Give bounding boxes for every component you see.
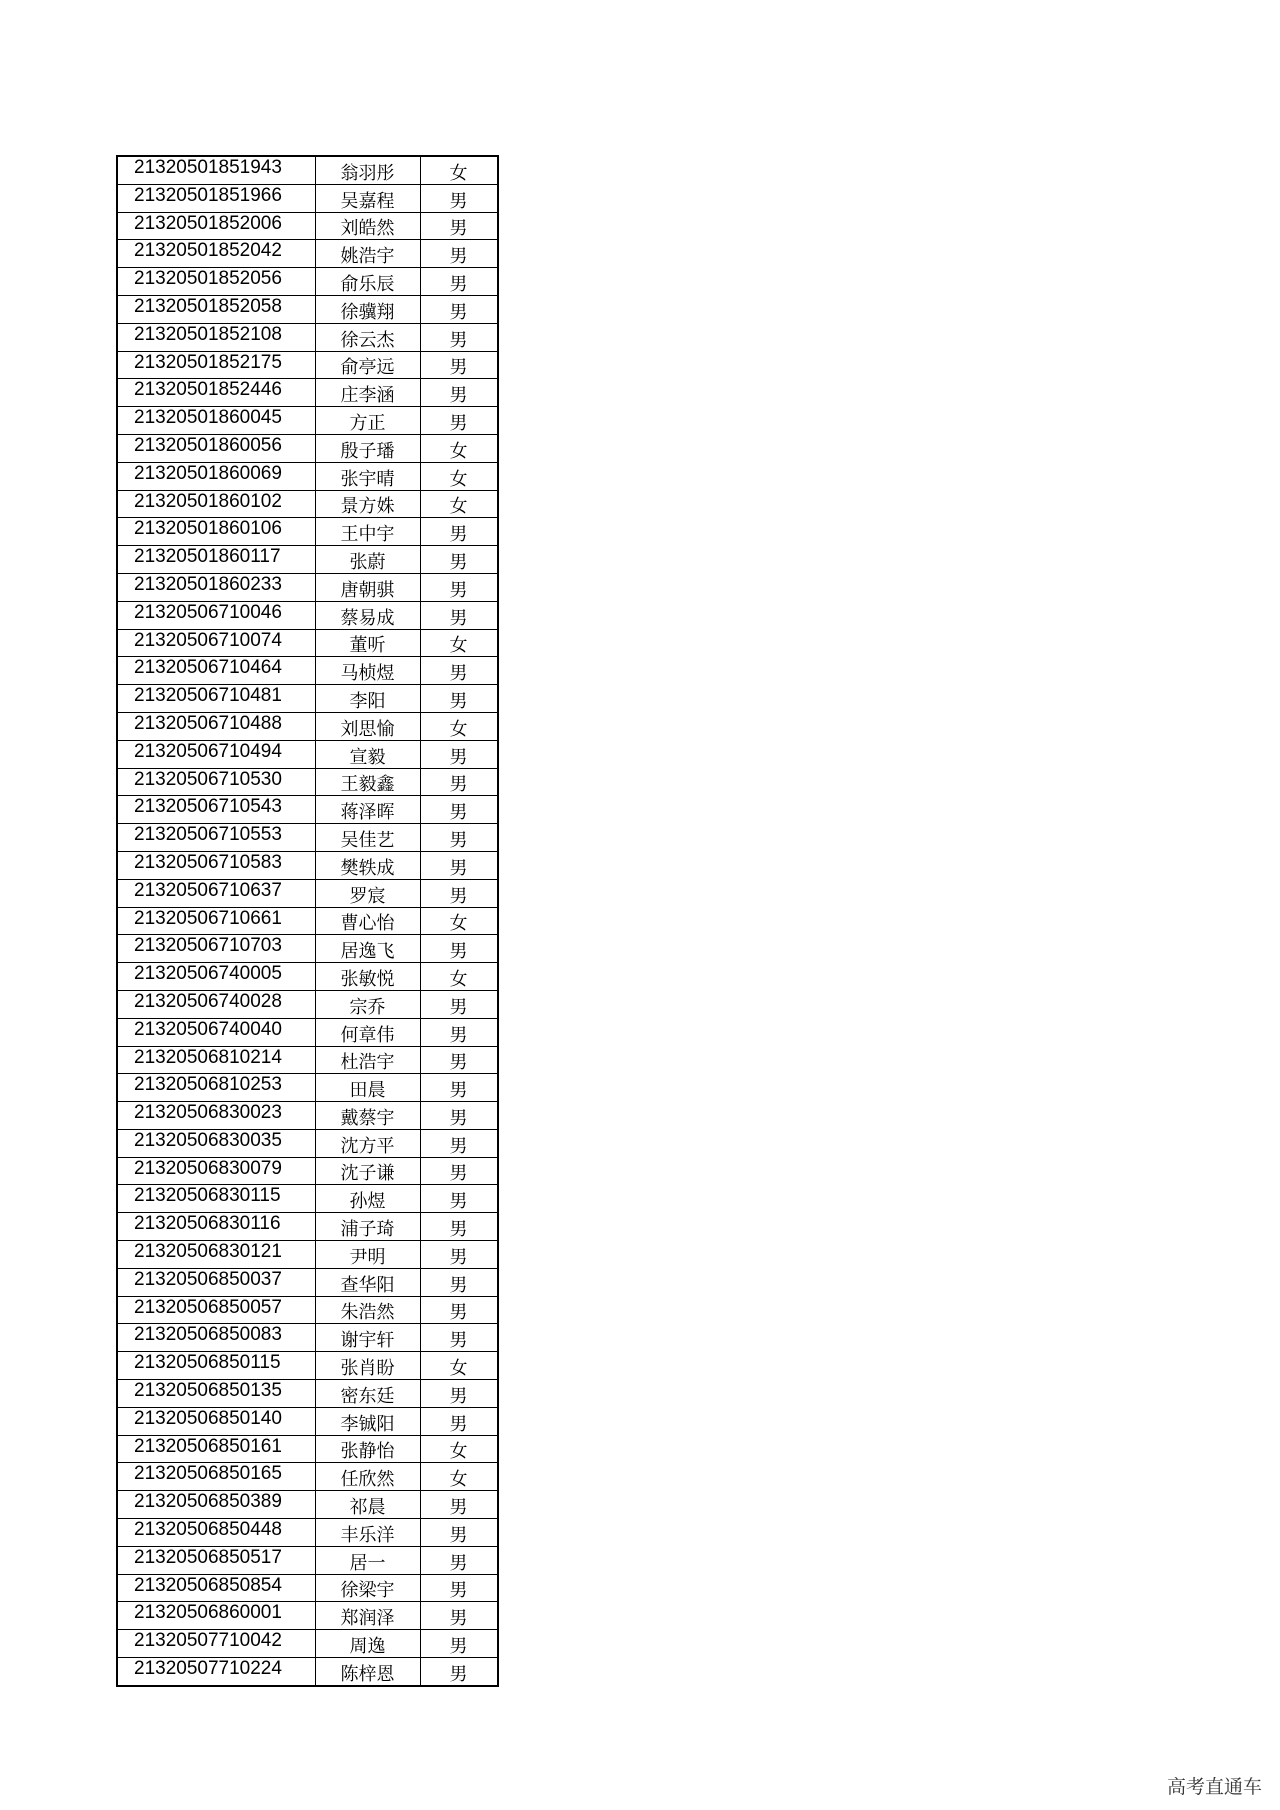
table-row: [117, 879, 498, 907]
student-sex-cell: 男: [420, 1102, 498, 1130]
table-row: [117, 1185, 498, 1213]
student-name-cell: 徐骥翔: [315, 295, 420, 323]
table-row: [117, 1129, 498, 1157]
table-row: [117, 1018, 498, 1046]
student-name-cell: 尹明: [315, 1241, 420, 1269]
student-id-cell: 21320501852175: [117, 351, 315, 379]
table-row: [117, 1296, 498, 1324]
student-sex-cell: 男: [420, 1519, 498, 1547]
table-row: [117, 1463, 498, 1491]
table-row: [117, 1658, 498, 1686]
student-sex-cell: 男: [420, 1380, 498, 1408]
table-row: [117, 1213, 498, 1241]
table-row: [117, 156, 498, 184]
student-id-cell: 21320506830116: [117, 1213, 315, 1241]
table-row: [117, 740, 498, 768]
student-name-cell: 吴佳艺: [315, 824, 420, 852]
student-id-cell: 21320506740040: [117, 1018, 315, 1046]
student-id-cell: 21320506850037: [117, 1268, 315, 1296]
table-row: [117, 824, 498, 852]
table-row: [117, 1435, 498, 1463]
student-name-cell: 刘思愉: [315, 712, 420, 740]
student-id-cell: 21320501860056: [117, 434, 315, 462]
student-name-cell: 李铖阳: [315, 1407, 420, 1435]
student-sex-cell: 男: [420, 240, 498, 268]
student-sex-cell: 男: [420, 1185, 498, 1213]
student-name-cell: 翁羽彤: [315, 156, 420, 184]
student-id-cell: 21320506850115: [117, 1352, 315, 1380]
table-row: [117, 351, 498, 379]
table-row: [117, 434, 498, 462]
table-row: [117, 685, 498, 713]
table-row: [117, 1491, 498, 1519]
student-id-cell: 21320506850083: [117, 1324, 315, 1352]
student-name-cell: 张静怡: [315, 1435, 420, 1463]
student-id-cell: 21320506850448: [117, 1519, 315, 1547]
table-row: [117, 546, 498, 574]
student-sex-cell: 女: [420, 1352, 498, 1380]
student-sex-cell: 男: [420, 879, 498, 907]
student-id-cell: 21320506710583: [117, 851, 315, 879]
student-id-cell: 21320506850161: [117, 1435, 315, 1463]
student-name-cell: 姚浩宇: [315, 240, 420, 268]
student-sex-cell: 男: [420, 323, 498, 351]
student-id-cell: 21320501860069: [117, 462, 315, 490]
student-name-cell: 俞乐辰: [315, 268, 420, 296]
table-row: [117, 712, 498, 740]
table-row: [117, 1157, 498, 1185]
table-row: [117, 379, 498, 407]
student-sex-cell: 男: [420, 379, 498, 407]
table-row: [117, 796, 498, 824]
student-name-cell: 宣毅: [315, 740, 420, 768]
table-row: [117, 323, 498, 351]
student-id-cell: 21320506710637: [117, 879, 315, 907]
student-id-cell: 21320506860001: [117, 1602, 315, 1630]
student-name-cell: 罗宸: [315, 879, 420, 907]
table-row: [117, 240, 498, 268]
student-name-cell: 丰乐洋: [315, 1519, 420, 1547]
student-sex-cell: 女: [420, 963, 498, 991]
student-name-cell: 刘皓然: [315, 212, 420, 240]
student-name-cell: 浦子琦: [315, 1213, 420, 1241]
student-id-cell: 21320506830115: [117, 1185, 315, 1213]
table-row: [117, 963, 498, 991]
table-row: [117, 1380, 498, 1408]
student-name-cell: 谢宇轩: [315, 1324, 420, 1352]
table-row: [117, 212, 498, 240]
student-sex-cell: 女: [420, 156, 498, 184]
student-name-cell: 景方姝: [315, 490, 420, 518]
student-name-cell: 居逸飞: [315, 935, 420, 963]
student-sex-cell: 男: [420, 1018, 498, 1046]
student-name-cell: 吴嘉程: [315, 184, 420, 212]
table-row: [117, 462, 498, 490]
table-row: [117, 1630, 498, 1658]
student-name-cell: 居一: [315, 1546, 420, 1574]
student-sex-cell: 女: [420, 629, 498, 657]
student-sex-cell: 女: [420, 907, 498, 935]
student-id-cell: 21320506710543: [117, 796, 315, 824]
student-id-cell: 21320506850057: [117, 1296, 315, 1324]
table-row: [117, 768, 498, 796]
student-name-cell: 密东廷: [315, 1380, 420, 1408]
student-name-cell: 沈子谦: [315, 1157, 420, 1185]
student-id-cell: 21320501851943: [117, 156, 315, 184]
table-row: [117, 295, 498, 323]
student-id-cell: 21320506850140: [117, 1407, 315, 1435]
student-name-cell: 孙煜: [315, 1185, 420, 1213]
table-row: [117, 407, 498, 435]
student-id-cell: 21320506710046: [117, 601, 315, 629]
student-sex-cell: 男: [420, 295, 498, 323]
student-name-cell: 张肖盼: [315, 1352, 420, 1380]
table-row: [117, 657, 498, 685]
table-row: [117, 268, 498, 296]
student-sex-cell: 男: [420, 351, 498, 379]
student-name-cell: 陈梓恩: [315, 1658, 420, 1686]
student-name-cell: 徐云杰: [315, 323, 420, 351]
student-id-cell: 21320501852006: [117, 212, 315, 240]
student-id-cell: 21320506830121: [117, 1241, 315, 1269]
table-row: [117, 1407, 498, 1435]
student-id-cell: 21320506740028: [117, 990, 315, 1018]
student-name-cell: 蔡易成: [315, 601, 420, 629]
student-sex-cell: 男: [420, 1074, 498, 1102]
table-row: [117, 1519, 498, 1547]
student-name-cell: 李阳: [315, 685, 420, 713]
student-sex-cell: 男: [420, 518, 498, 546]
student-sex-cell: 男: [420, 184, 498, 212]
student-sex-cell: 男: [420, 1268, 498, 1296]
table-row: [117, 1046, 498, 1074]
student-id-cell: 21320506710074: [117, 629, 315, 657]
student-sex-cell: 男: [420, 990, 498, 1018]
student-id-cell: 21320507710042: [117, 1630, 315, 1658]
student-name-cell: 曹心怡: [315, 907, 420, 935]
table-row: [117, 1241, 498, 1269]
student-id-cell: 21320506850517: [117, 1546, 315, 1574]
student-name-cell: 俞亭远: [315, 351, 420, 379]
student-name-cell: 朱浩然: [315, 1296, 420, 1324]
table-row: [117, 1102, 498, 1130]
student-id-cell: 21320506710530: [117, 768, 315, 796]
student-sex-cell: 男: [420, 768, 498, 796]
student-id-cell: 21320507710224: [117, 1658, 315, 1686]
student-name-cell: 董听: [315, 629, 420, 657]
student-sex-cell: 男: [420, 212, 498, 240]
student-sex-cell: 女: [420, 712, 498, 740]
student-id-cell: 21320506830035: [117, 1129, 315, 1157]
student-sex-cell: 男: [420, 1129, 498, 1157]
table-row: [117, 907, 498, 935]
student-id-cell: 21320506710481: [117, 685, 315, 713]
table-row: [117, 1352, 498, 1380]
student-id-cell: 21320506810253: [117, 1074, 315, 1102]
student-id-cell: 21320506710488: [117, 712, 315, 740]
student-sex-cell: 男: [420, 1046, 498, 1074]
student-sex-cell: 男: [420, 546, 498, 574]
table-row: [117, 851, 498, 879]
student-sex-cell: 男: [420, 1296, 498, 1324]
student-name-cell: 张宇晴: [315, 462, 420, 490]
student-sex-cell: 男: [420, 1324, 498, 1352]
student-name-cell: 樊轶成: [315, 851, 420, 879]
student-sex-cell: 男: [420, 1658, 498, 1686]
student-name-cell: 张敏悦: [315, 963, 420, 991]
table-row: [117, 629, 498, 657]
student-name-cell: 蒋泽晖: [315, 796, 420, 824]
student-name-cell: 沈方平: [315, 1129, 420, 1157]
table-row: [117, 935, 498, 963]
student-sex-cell: 男: [420, 685, 498, 713]
student-sex-cell: 女: [420, 462, 498, 490]
student-sex-cell: 男: [420, 1241, 498, 1269]
student-sex-cell: 女: [420, 1435, 498, 1463]
student-id-cell: 21320501852108: [117, 323, 315, 351]
student-id-cell: 21320506710494: [117, 740, 315, 768]
student-sex-cell: 男: [420, 851, 498, 879]
student-name-cell: 徐梁宇: [315, 1574, 420, 1602]
student-sex-cell: 男: [420, 1491, 498, 1519]
student-name-cell: 查华阳: [315, 1268, 420, 1296]
student-sex-cell: 男: [420, 268, 498, 296]
student-id-cell: 21320501860233: [117, 573, 315, 601]
student-id-cell: 21320501852056: [117, 268, 315, 296]
student-name-cell: 王毅鑫: [315, 768, 420, 796]
student-id-cell: 21320506850165: [117, 1463, 315, 1491]
student-id-cell: 21320501851966: [117, 184, 315, 212]
student-id-cell: 21320501852446: [117, 379, 315, 407]
student-id-cell: 21320506740005: [117, 963, 315, 991]
student-name-cell: 杜浩宇: [315, 1046, 420, 1074]
student-id-cell: 21320501860117: [117, 546, 315, 574]
student-sex-cell: 男: [420, 796, 498, 824]
student-name-cell: 田晨: [315, 1074, 420, 1102]
student-sex-cell: 男: [420, 407, 498, 435]
student-sex-cell: 男: [420, 573, 498, 601]
student-sex-cell: 男: [420, 1546, 498, 1574]
student-id-cell: 21320501860045: [117, 407, 315, 435]
student-id-cell: 21320506810214: [117, 1046, 315, 1074]
student-name-cell: 方正: [315, 407, 420, 435]
student-sex-cell: 男: [420, 1157, 498, 1185]
student-sex-cell: 男: [420, 657, 498, 685]
table-row: [117, 601, 498, 629]
student-id-cell: 21320506850389: [117, 1491, 315, 1519]
table-row: [117, 573, 498, 601]
table-row: [117, 490, 498, 518]
student-id-cell: 21320501860102: [117, 490, 315, 518]
student-sex-cell: 女: [420, 1463, 498, 1491]
student-name-cell: 周逸: [315, 1630, 420, 1658]
student-name-cell: 何章伟: [315, 1018, 420, 1046]
student-name-cell: 戴蔡宇: [315, 1102, 420, 1130]
student-name-cell: 马桢煜: [315, 657, 420, 685]
student-id-cell: 21320506710553: [117, 824, 315, 852]
student-sex-cell: 女: [420, 490, 498, 518]
student-sex-cell: 女: [420, 434, 498, 462]
table-row: [117, 518, 498, 546]
student-name-cell: 王中宇: [315, 518, 420, 546]
table-row: [117, 1074, 498, 1102]
student-name-cell: 祁晨: [315, 1491, 420, 1519]
student-id-cell: 21320501860106: [117, 518, 315, 546]
student-id-cell: 21320506710703: [117, 935, 315, 963]
student-sex-cell: 男: [420, 1574, 498, 1602]
student-sex-cell: 男: [420, 1602, 498, 1630]
student-id-cell: 21320506830079: [117, 1157, 315, 1185]
roster-table-body: [117, 156, 498, 1686]
student-name-cell: 殷子璠: [315, 434, 420, 462]
table-row: [117, 1546, 498, 1574]
student-id-cell: 21320506850854: [117, 1574, 315, 1602]
table-row: [117, 1268, 498, 1296]
student-name-cell: 唐朝骐: [315, 573, 420, 601]
student-sex-cell: 男: [420, 1213, 498, 1241]
student-id-cell: 21320506710661: [117, 907, 315, 935]
table-row: [117, 1324, 498, 1352]
student-name-cell: 张蔚: [315, 546, 420, 574]
student-id-cell: 21320506850135: [117, 1380, 315, 1408]
watermark-text: 高考直通车: [1166, 1776, 1262, 1798]
student-sex-cell: 男: [420, 824, 498, 852]
student-sex-cell: 男: [420, 1630, 498, 1658]
student-name-cell: 任欣然: [315, 1463, 420, 1491]
student-name-cell: 庄李涵: [315, 379, 420, 407]
student-name-cell: 宗乔: [315, 990, 420, 1018]
student-id-cell: 21320501852058: [117, 295, 315, 323]
table-row: [117, 990, 498, 1018]
student-id-cell: 21320506830023: [117, 1102, 315, 1130]
table-row: [117, 1574, 498, 1602]
student-sex-cell: 男: [420, 935, 498, 963]
student-name-cell: 郑润泽: [315, 1602, 420, 1630]
student-id-cell: 21320506710464: [117, 657, 315, 685]
student-sex-cell: 男: [420, 601, 498, 629]
roster-table: [116, 155, 499, 1687]
student-id-cell: 21320501852042: [117, 240, 315, 268]
table-row: [117, 1602, 498, 1630]
student-sex-cell: 男: [420, 740, 498, 768]
table-row: [117, 184, 498, 212]
student-sex-cell: 男: [420, 1407, 498, 1435]
